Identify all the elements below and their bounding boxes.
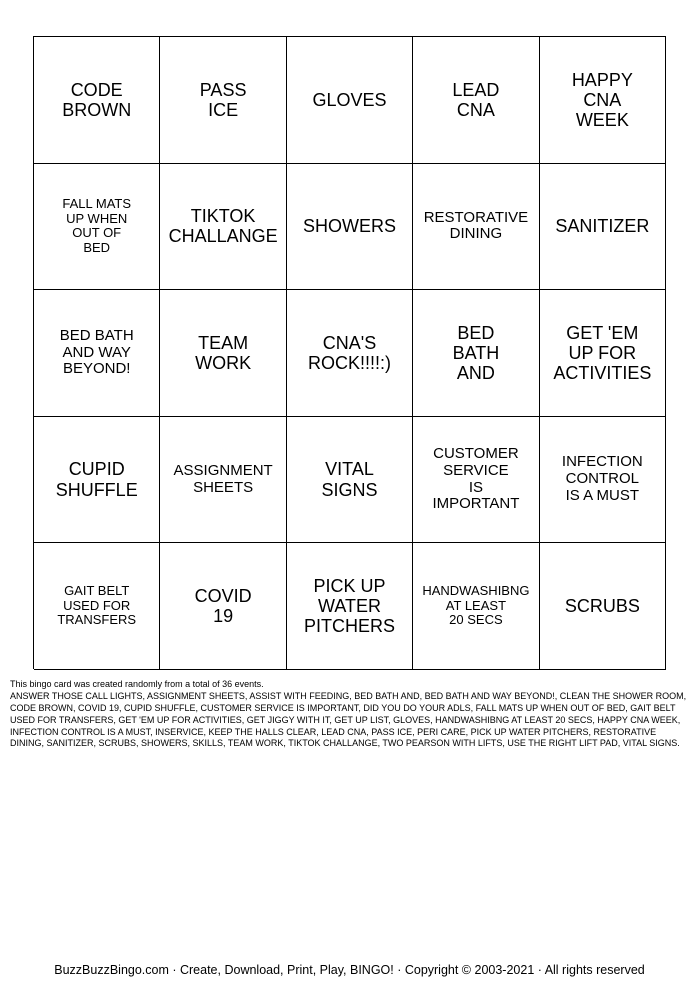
bingo-grid <box>33 36 666 669</box>
bingo-cell-text: INFECTION CONTROL IS A MUST <box>561 453 643 504</box>
bingo-cell <box>413 164 539 291</box>
bingo-cell-text: GAIT BELT USED FOR TRANSFERS <box>57 583 137 628</box>
bingo-cell-text: GET 'EM UP FOR ACTIVITIES <box>553 322 652 384</box>
bingo-cell <box>160 164 286 291</box>
bingo-cell <box>287 543 413 670</box>
bingo-cell <box>287 290 413 417</box>
bingo-cell-text: TEAM WORK <box>195 332 252 373</box>
bingo-cell <box>413 290 539 417</box>
bingo-cell <box>540 164 666 291</box>
bingo-cell <box>160 290 286 417</box>
bingo-cell <box>34 164 160 291</box>
bingo-cell <box>34 37 160 164</box>
bingo-cell-text: CODE BROWN <box>62 79 132 120</box>
notes-intro: This bingo card was created randomly from a total of 36 events. <box>10 679 264 689</box>
bingo-cell-text: TIKTOK CHALLANGE <box>168 206 278 247</box>
bingo-cell <box>287 417 413 544</box>
bingo-cell-text: SANITIZER <box>555 216 650 237</box>
bingo-cell <box>540 290 666 417</box>
bingo-cell-text: HAPPY CNA WEEK <box>571 69 633 130</box>
bingo-cell-text: ASSIGNMENT SHEETS <box>173 461 273 496</box>
bingo-cell-text: SCRUBS <box>564 596 640 617</box>
bingo-cell <box>34 417 160 544</box>
bingo-cell-text: LEAD CNA <box>452 79 500 120</box>
bingo-cell-text: BED BATH AND WAY BEYOND! <box>59 326 134 378</box>
bingo-row <box>34 543 666 670</box>
bingo-cell-text: SHOWERS <box>303 216 397 237</box>
bingo-cell-text: CNA'S ROCK!!!!:) <box>308 332 392 373</box>
bingo-cell <box>540 543 666 670</box>
card-notes <box>10 679 690 750</box>
footer-copyright: BuzzBuzzBingo.com · Create, Download, Print, Play, BINGO! · Copyright © 2003-2021 · All rights reserved <box>54 963 645 977</box>
bingo-cell <box>287 37 413 164</box>
bingo-cell <box>160 417 286 544</box>
bingo-row <box>34 290 666 417</box>
bingo-cell <box>34 543 160 670</box>
bingo-cell-text: CUPID SHUFFLE <box>55 459 138 500</box>
bingo-cell <box>540 37 666 164</box>
bingo-cell-text: FALL MATS UP WHEN OUT OF BED <box>62 196 132 255</box>
bingo-cell <box>413 417 539 544</box>
bingo-cell <box>34 290 160 417</box>
bingo-row <box>34 37 666 164</box>
bingo-cell <box>160 543 286 670</box>
bingo-cell-text: RESTORATIVE DINING <box>423 208 529 243</box>
bingo-cell-text: VITAL SIGNS <box>321 459 378 500</box>
notes-event-list: ANSWER THOSE CALL LIGHTS, ASSIGNMENT SHEETS, ASSIST WITH FEEDING, BED BATH AND, BED BATH AND WAY BEYOND!, CLEAN THE SHOWER ROOM, CODE BROWN, COVID 19, CUPID SHUFFLE, CUSTOMER SERVICE IS IMPORTANT, DID YOU DO YOUR ADLS, FALL MATS UP WHEN OUT OF BED, GAIT BELT USED FOR TRANSFERS, GET 'EM UP FOR ACTIVITIES, GET JIGGY WITH IT, GET UP LIST, GLOVES, HANDWASHIBNG AT LEAST 20 SECS, HAPPY CNA WEEK, INFECTION CONTROL IS A MUST, INSERVICE, KEEP THE HALLS CLEAR, LEAD CNA, PASS ICE, PERI CARE, PICK UP WATER PITCHERS, RESTORATIVE DINING, SANITIZER, SCRUBS, SHOWERS, SKILLS, TEAM WORK, TIKTOK CHALLANGE, TWO PEARSON WITH LIFTS, USE THE RIGHT LIFT PAD, VITAL SIGNS. <box>10 690 687 749</box>
bingo-row <box>34 417 666 544</box>
bingo-cell <box>413 543 539 670</box>
bingo-cell <box>287 164 413 291</box>
bingo-cell <box>540 417 666 544</box>
bingo-cell-text: BED BATH AND <box>452 322 500 384</box>
bingo-cell-text: HANDWASHIBNG AT LEAST 20 SECS <box>422 583 530 628</box>
bingo-cell-text: GLOVES <box>312 89 387 110</box>
bingo-cell <box>413 37 539 164</box>
bingo-cell <box>160 37 286 164</box>
bingo-row <box>34 164 666 291</box>
bingo-cell-text: COVID 19 <box>194 586 252 627</box>
bingo-cell-text: PICK UP WATER PITCHERS <box>304 575 396 637</box>
bingo-cell-text: CUSTOMER SERVICE IS IMPORTANT <box>432 444 520 513</box>
bingo-cell-text: PASS ICE <box>199 79 247 120</box>
